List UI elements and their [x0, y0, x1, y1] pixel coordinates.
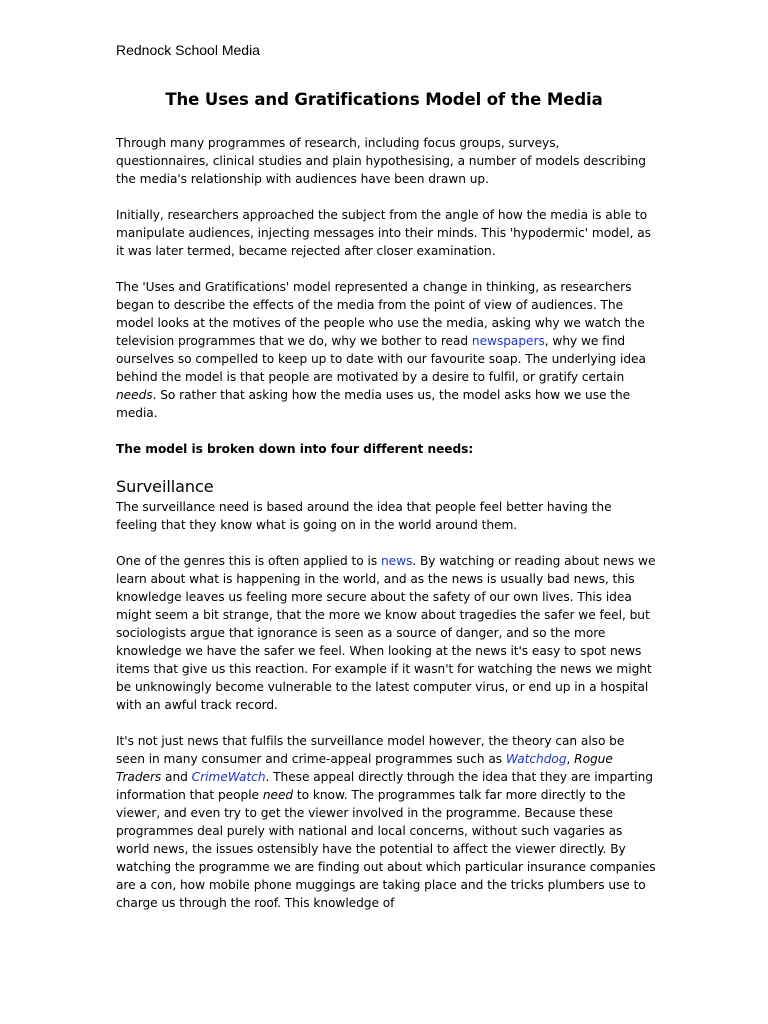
- text-run: . So rather that asking how the media uses us, the model asks how we use the media.: [116, 388, 631, 420]
- news-link[interactable]: news: [380, 554, 413, 568]
- newspapers-link[interactable]: newspapers: [471, 334, 545, 348]
- text-run: , why we find ourselves so compelled to keep up to date with our favourite soap. The underlying idea behind the model is that people are motivated by a desire to fulfil, or gratify certain: [116, 334, 646, 384]
- needs-emphasis: needs: [116, 388, 153, 402]
- intro-paragraph: Through many programmes of research, including focus groups, surveys, questionnaires, clinical studies and plain hypothesising, a number of models describing the media's relationship with audiences have been drawn up.: [116, 136, 646, 186]
- text-run: One of the genres this is often applied to is: [116, 554, 381, 568]
- rogue-traders-text: Rogue Traders: [116, 752, 613, 784]
- surveillance-paragraph-3: [116, 732, 656, 912]
- text-run: It's not just news that fulfils the surveillance model however, the theory can also be seen in many consumer and crime-appeal programmes such as: [116, 734, 625, 766]
- text-run: . These appeal directly through the idea that they are imparting information that people: [116, 770, 653, 802]
- need-emphasis: need: [262, 788, 294, 802]
- watchdog-link[interactable]: [506, 752, 567, 766]
- hypodermic-paragraph: Initially, researchers approached the subject from the angle of how the media is able to manipulate audiences, injecting messages into their minds. This 'hypodermic' model, as it was later termed, became rejected after closer examination.: [116, 208, 651, 258]
- page-title: The Uses and Gratifications Model of the Media: [165, 90, 603, 109]
- crimewatch-text: CrimeWatch: [191, 770, 266, 784]
- text-run: to know. The programmes talk far more directly to the viewer, and even try to get the viewer involved in the programme. Because these programmes deal purely with national and local concerns, without such vagaries as world news, the issues ostensibly have the potential to affect the viewer directly. By watching the programme we are finding out about which particular insurance companies are a con, how mobile phone muggings are taking place and the tricks plumbers use to charge us through the roof. This knowledge of: [116, 788, 656, 910]
- crimewatch-link[interactable]: [192, 770, 266, 784]
- surveillance-paragraph-1: The surveillance need is based around the idea that people feel better having the feeling that they know what is going on in the world around them.: [116, 500, 612, 532]
- uses-gratifications-paragraph: [116, 278, 656, 422]
- four-needs-lead: The model is broken down into four different needs:: [116, 442, 474, 456]
- watchdog-text: Watchdog: [505, 752, 567, 766]
- header-school-name: Rednock School Media: [116, 42, 260, 58]
- text-run: The 'Uses and Gratifications' model represented a change in thinking, as researchers began to describe the effects of the media from the point of view of audiences. The model looks at the motives of the people who use the media, asking why we watch the television programmes that we do, why we bother to read: [116, 280, 645, 348]
- document-body: [116, 134, 656, 930]
- surveillance-heading: Surveillance: [116, 477, 214, 496]
- text-run: ,: [566, 752, 575, 766]
- surveillance-paragraph-2: [116, 552, 656, 714]
- text-run: and: [161, 770, 192, 784]
- text-run: . By watching or reading about news we learn about what is happening in the world, and as the news is usually bad news, this knowledge leaves us feeling more secure about the safety of our own lives. This idea might seem a bit strange, that the more we know about tragedies the safer we feel, but sociologists argue that ignorance is seen as a source of danger, and so the more knowledge we have the safer we feel. When looking at the news it's easy to spot news items that give us this reaction. For example if it wasn't for watching the news we might be unknowingly become vulnerable to the latest computer virus, or end up in a hospital with an awful track record.: [116, 554, 656, 712]
